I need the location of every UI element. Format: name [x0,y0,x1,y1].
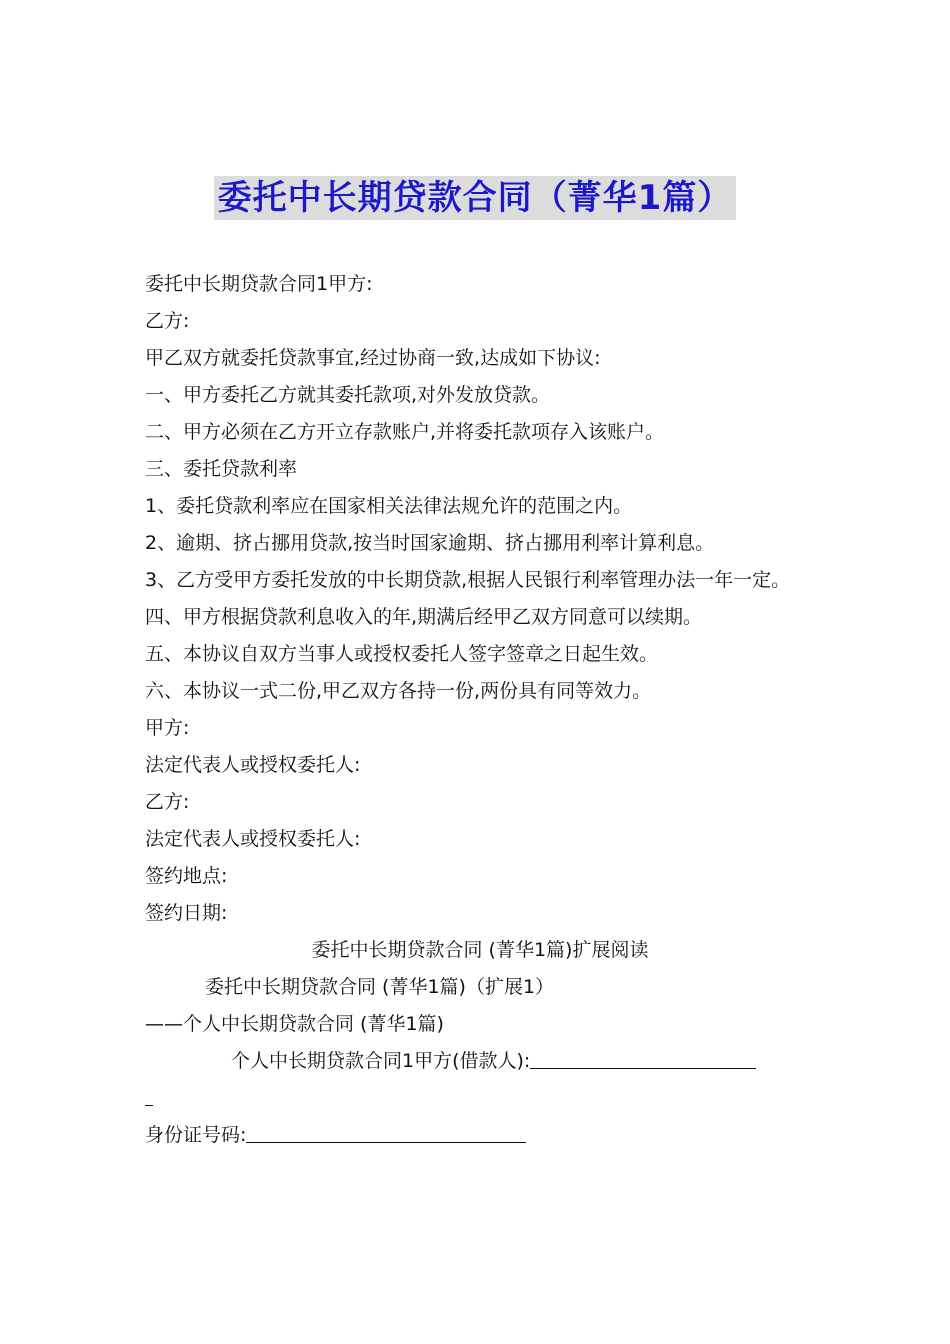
body-line: 四、甲方根据贷款利息收入的年,期满后经甲乙双方同意可以续期。 [145,606,703,628]
body-line: 3、乙方受甲方委托发放的中长期贷款,根据人民银行利率管理办法一年一定。 [145,569,791,591]
document-title: 委托中长期贷款合同（菁华1篇） [214,176,737,220]
body-line: 乙方: [145,310,190,332]
borrower-label: 个人中长期贷款合同1甲方(借款人): [231,1050,531,1072]
extended-reading-heading: 委托中长期贷款合同 (菁华1篇)扩展阅读 [311,939,649,961]
body-line: 委托中长期贷款合同1甲方: [145,273,373,295]
contract-body [145,266,815,1154]
id-number-line [145,1117,815,1154]
body-line: 一、甲方委托乙方就其委托款项,对外发放贷款。 [145,384,551,406]
body-line: 法定代表人或授权委托人: [145,754,361,776]
body-line: 乙方: [145,791,190,813]
body-line: 法定代表人或授权委托人: [145,828,361,850]
body-line: 甲方: [145,717,190,739]
title-wrap [0,176,950,220]
extended-dash-line: ——个人中长期贷款合同 (菁华1篇) [145,1013,444,1035]
body-line: 五、本协议自双方当事人或授权委托人签字签章之日起生效。 [145,643,659,665]
borrower-blank-tail [145,1085,153,1106]
borrower-blank [530,1048,756,1069]
body-line: 签约日期: [145,902,228,924]
body-line: 签约地点: [145,865,228,887]
id-number-blank [246,1122,526,1143]
body-line: 三、委托贷款利率 [145,458,298,480]
body-line: 1、委托贷款利率应在国家相关法律法规允许的范围之内。 [145,495,633,517]
borrower-blank-continuation [145,1080,815,1117]
body-line: 2、逾期、挤占挪用贷款,按当时国家逾期、挤占挪用利率计算利息。 [145,532,715,554]
body-line: 二、甲方必须在乙方开立存款账户,并将委托款项存入该账户。 [145,421,665,443]
id-number-label: 身份证号码: [145,1124,247,1146]
extended-subheading: 委托中长期贷款合同 (菁华1篇)（扩展1） [205,976,555,998]
body-line: 六、本协议一式二份,甲乙双方各持一份,两份具有同等效力。 [145,680,652,702]
body-line: 甲乙双方就委托贷款事宜,经过协商一致,达成如下协议: [145,347,601,369]
borrower-line [145,1043,815,1080]
